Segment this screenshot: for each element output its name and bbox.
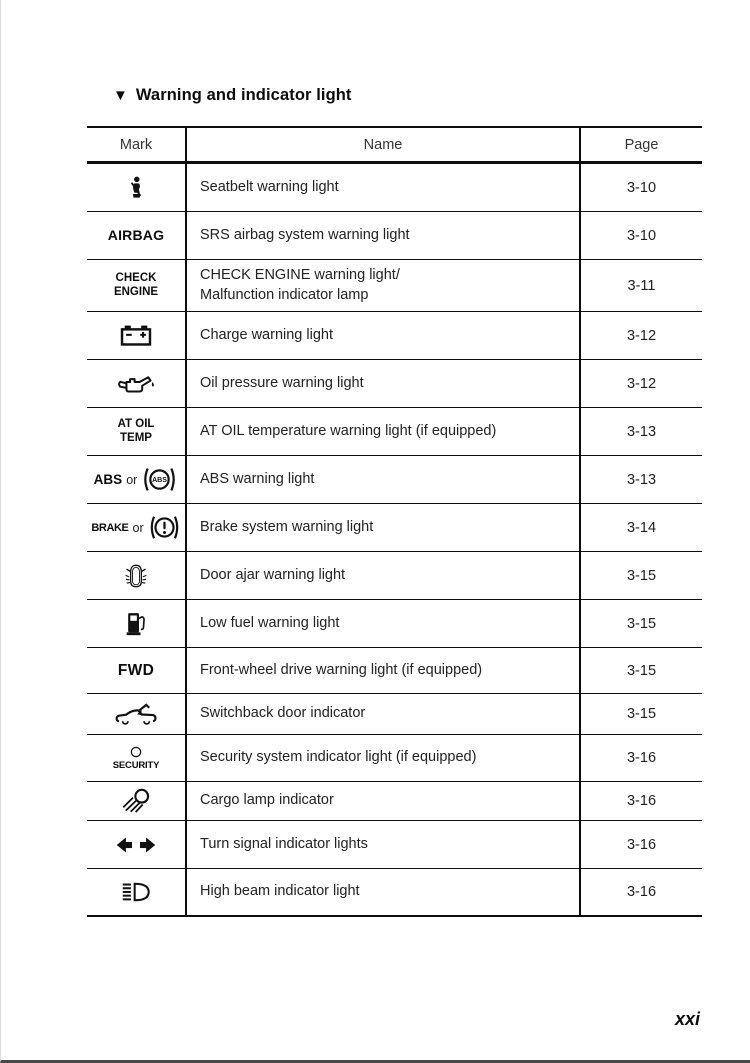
page-cell: 3-13: [626, 423, 657, 440]
mark-text: ENGINE: [113, 286, 159, 298]
table-row: [87, 212, 702, 260]
page-cell: 3-10: [626, 227, 657, 244]
page-cell: 3-12: [626, 375, 657, 392]
mark: [121, 882, 151, 902]
page-cell: 3-16: [626, 836, 657, 853]
table-row: [87, 260, 702, 312]
mark: [114, 272, 158, 299]
name-line: Seatbelt warning light: [200, 178, 339, 195]
mark: [123, 561, 149, 591]
mark-text: SECURITY: [112, 759, 160, 771]
name-line: Oil pressure warning light: [200, 374, 364, 391]
name-line: CHECK ENGINE warning light/: [200, 267, 400, 284]
page-cell: 3-16: [626, 884, 657, 900]
table-row: [87, 648, 702, 694]
mark-cell: [87, 694, 187, 734]
name-cell: [187, 212, 581, 259]
table-row: [87, 821, 702, 869]
name-line: Cargo lamp indicator: [200, 792, 334, 809]
table-row: [87, 504, 702, 552]
abs-circle-icon: [141, 466, 178, 493]
table-row: [87, 735, 702, 782]
name-line: Charge warning light: [200, 326, 333, 343]
or-label: or: [132, 520, 144, 535]
name-cell: [187, 600, 581, 647]
name-cell: [187, 408, 581, 455]
page-cell: 3-15: [626, 567, 657, 584]
mark-cell: [87, 164, 187, 211]
mark-cell: [87, 212, 187, 259]
mark: [119, 323, 153, 348]
page-cell: 3-16: [626, 750, 657, 766]
mark: [108, 228, 164, 244]
table-row: [87, 600, 702, 648]
table-row: [87, 456, 702, 504]
page-cell: 3-13: [626, 471, 657, 488]
name-cell: [187, 869, 581, 915]
mark: [118, 662, 154, 679]
name-line: High beam indicator light: [200, 883, 360, 900]
name-cell: [187, 694, 581, 734]
door-ajar-icon: [123, 561, 149, 591]
header-page: Page: [624, 136, 659, 153]
mark-text: TEMP: [120, 432, 152, 444]
header-name: Name: [187, 128, 581, 161]
table-row: [87, 869, 702, 917]
mark-cell: [87, 312, 187, 359]
page-title: Warning and indicator light: [135, 86, 352, 104]
mark-text: AIRBAG: [107, 226, 165, 243]
page-cell: 3-16: [626, 793, 657, 809]
mark-text: BRAKE: [91, 521, 129, 534]
mark-text: AT OIL: [117, 418, 155, 431]
name-line: SRS airbag system warning light: [200, 226, 410, 243]
turn-signal-icon: [115, 836, 157, 854]
mark: [91, 514, 180, 541]
table-row: [87, 552, 702, 600]
name-line: Malfunction indicator lamp: [200, 286, 369, 303]
name-cell: [187, 456, 581, 503]
seatbelt-icon: [128, 176, 144, 200]
cargo-lamp-icon: [121, 788, 151, 815]
mark-cell: [87, 552, 187, 599]
table-row: [87, 312, 702, 360]
mark-cell: [87, 735, 187, 781]
oil-pressure-icon: [116, 373, 156, 395]
mark-text: FWD: [117, 661, 155, 679]
mark-text: ABS: [93, 472, 123, 487]
name-line: Switchback door indicator: [200, 705, 366, 722]
footer-page-number: xxi: [674, 1009, 700, 1029]
header-mark: Mark: [87, 128, 187, 161]
mark-cell: [87, 821, 187, 868]
name-line: Front-wheel drive warning light (if equipped): [200, 661, 483, 678]
name-cell: [187, 648, 581, 693]
mark: [113, 746, 159, 771]
mark: [126, 610, 146, 637]
warning-indicator-table: [87, 126, 702, 917]
name-cell: [187, 260, 581, 311]
mark: [115, 836, 157, 854]
name-line: Brake system warning light: [200, 518, 374, 535]
table-row: [87, 164, 702, 212]
name-line: Turn signal indicator lights: [200, 835, 368, 852]
mark: [118, 418, 155, 445]
mark-cell: [87, 456, 187, 503]
section-title: [113, 86, 352, 105]
mark-cell: [87, 600, 187, 647]
table-row: [87, 408, 702, 456]
name-cell: [187, 504, 581, 551]
mark-cell: [87, 648, 187, 693]
name-cell: [187, 552, 581, 599]
name-cell: [187, 312, 581, 359]
high-beam-icon: [121, 882, 151, 902]
page-cell: 3-10: [626, 179, 657, 196]
switchback-door-icon: [114, 702, 158, 727]
page-cell: 3-15: [626, 706, 657, 722]
table-body: [87, 164, 702, 917]
name-cell: [187, 782, 581, 820]
page-cell: 3-15: [626, 615, 657, 632]
page-cell: 3-11: [627, 277, 656, 294]
mark-cell: [87, 408, 187, 455]
mark-cell: [87, 869, 187, 915]
or-label: or: [126, 472, 138, 487]
table-header: [87, 128, 702, 164]
security-lamp-icon: [130, 746, 142, 758]
fuel-pump-icon: [126, 610, 146, 637]
mark: [94, 466, 179, 493]
name-line: Low fuel warning light: [200, 614, 340, 631]
page-cell: 3-12: [626, 327, 657, 344]
page-cell: 3-15: [626, 662, 657, 679]
mark-cell: [87, 360, 187, 407]
table-row: [87, 782, 702, 821]
table-row: [87, 694, 702, 735]
mark-text: CHECK: [115, 272, 157, 285]
mark-cell: [87, 260, 187, 311]
name-cell: [187, 735, 581, 781]
name-cell: [187, 164, 581, 211]
table-row: [87, 360, 702, 408]
name-cell: [187, 821, 581, 868]
name-cell: [187, 360, 581, 407]
mark-cell: [87, 504, 187, 551]
mark: [116, 373, 156, 395]
section-marker-icon: ▼: [113, 87, 128, 104]
battery-icon: [119, 323, 153, 348]
brake-warning-icon: [148, 514, 181, 541]
page-cell: 3-14: [626, 519, 657, 536]
mark: [128, 176, 144, 200]
name-line: Door ajar warning light: [200, 566, 346, 583]
name-line: Security system indicator light (if equipped): [200, 749, 477, 766]
svg-text:ABS: ABS: [152, 477, 168, 485]
name-line: ABS warning light: [200, 470, 315, 487]
mark-cell: [87, 782, 187, 820]
mark: [121, 788, 151, 815]
mark: [114, 702, 158, 727]
name-line: AT OIL temperature warning light (if equipped): [200, 422, 497, 439]
